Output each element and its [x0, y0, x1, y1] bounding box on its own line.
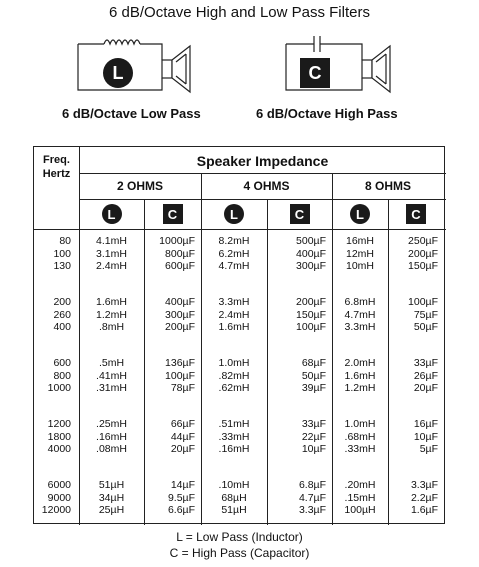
table-cell: 1.6mH: [218, 321, 250, 333]
table-cell: 5µF: [419, 443, 438, 455]
freq-value: 1800: [47, 430, 71, 443]
group-divider-2: [332, 173, 333, 525]
table-cell: .20mH: [344, 479, 376, 491]
table-cell: 150µF: [408, 260, 438, 272]
capacitor-icon: C: [163, 204, 183, 224]
low-pass-label: 6 dB/Octave Low Pass: [62, 106, 201, 121]
impedance-table: [33, 146, 445, 524]
table-cell: 300µF: [165, 308, 195, 321]
table-cell: 68µH: [221, 491, 247, 504]
table-cell: .16mH: [218, 443, 250, 455]
table-cell: 250µF: [408, 235, 438, 247]
freq-divider: [79, 147, 80, 525]
table-cell: 4.7µF: [298, 491, 326, 504]
table-cell: .16mH: [96, 430, 127, 443]
freq-value: 200: [53, 296, 71, 308]
table-cell: 6.8µF: [298, 479, 326, 491]
capacitor-icon: C: [406, 204, 426, 224]
table-cell: 12mH: [345, 247, 374, 260]
inductor-badge: L: [103, 58, 133, 88]
freq-value: 130: [53, 260, 71, 272]
table-cell: 6.2mH: [218, 247, 250, 260]
table-cell: .8mH: [98, 321, 125, 333]
table-cell: .62mH: [218, 382, 250, 394]
table-cell: .15mH: [344, 491, 376, 504]
capacitor-badge: C: [300, 58, 330, 88]
impedance-header: Speaker Impedance: [196, 153, 329, 169]
table-cell: 4.7mH: [344, 308, 376, 321]
inductor-icon: L: [224, 204, 244, 224]
table-cell: 44µF: [170, 430, 195, 443]
table-cell: 100µH: [344, 504, 376, 516]
table-cell: 1.0mH: [218, 357, 250, 369]
table-cell: 4.7mH: [218, 260, 250, 272]
table-cell: 100µF: [296, 321, 326, 333]
table-cell: 51µH: [98, 479, 125, 491]
freq-value: 4000: [47, 443, 71, 455]
page-title: 6 dB/Octave High and Low Pass Filters: [109, 4, 370, 21]
inductor-icon: L: [350, 204, 370, 224]
freq-value: 1200: [47, 418, 71, 430]
sub-divider-3: [267, 199, 268, 525]
header-divider-2: [79, 199, 446, 200]
table-cell: 3.3mH: [218, 296, 250, 308]
table-cell: .08mH: [96, 443, 127, 455]
table-cell: 26µF: [413, 369, 438, 382]
table-cell: 10µF: [301, 443, 326, 455]
table-cell: 33µF: [413, 357, 438, 369]
table-cell: 1.2mH: [344, 382, 376, 394]
table-cell: .33mH: [218, 430, 250, 443]
table-cell: 100µF: [165, 369, 195, 382]
table-cell: 150µF: [296, 308, 326, 321]
table-cell: 14µF: [170, 479, 195, 491]
freq-value: 9000: [47, 491, 71, 504]
table-cell: .68mH: [344, 430, 376, 443]
table-cell: 10mH: [345, 260, 374, 272]
table-cell: .51mH: [218, 418, 250, 430]
table-cell: 1.6mH: [344, 369, 376, 382]
freq-value: 800: [53, 369, 71, 382]
freq-value: 600: [53, 357, 71, 369]
table-cell: 1000µF: [159, 235, 195, 247]
table-cell: 34µH: [98, 491, 125, 504]
table-cell: 3.3mH: [344, 321, 376, 333]
table-cell: 9.5µF: [167, 491, 195, 504]
table-cell: 50µF: [413, 321, 438, 333]
freq-value: 12000: [41, 504, 71, 516]
freq-value: 1000: [47, 382, 71, 394]
table-cell: 22µF: [301, 430, 326, 443]
table-cell: 500µF: [296, 235, 326, 247]
freq-header: Freq. Hertz: [42, 154, 71, 180]
legend-capacitor: C = High Pass (Capacitor): [169, 546, 310, 560]
table-cell: .10mH: [218, 479, 250, 491]
low-pass-circuit: [78, 40, 190, 92]
table-cell: 100µF: [408, 296, 438, 308]
table-cell: 800µF: [165, 247, 195, 260]
table-cell: .5mH: [98, 357, 125, 369]
group-divider-1: [201, 173, 202, 525]
table-cell: 600µF: [165, 260, 195, 272]
header-divider-3: [34, 229, 446, 230]
table-cell: 4.1mH: [96, 235, 127, 247]
table-cell: .33mH: [344, 443, 376, 455]
table-cell: 2.0mH: [344, 357, 376, 369]
table-cell: 1.6mH: [96, 296, 127, 308]
table-cell: .25mH: [96, 418, 127, 430]
table-cell: 3.3µF: [298, 504, 326, 516]
high-pass-label: 6 dB/Octave High Pass: [256, 106, 398, 121]
table-cell: 400µF: [296, 247, 326, 260]
table-cell: 66µF: [170, 418, 195, 430]
table-cell: 300µF: [296, 260, 326, 272]
table-cell: 2.2µF: [410, 491, 438, 504]
freq-value: 6000: [47, 479, 71, 491]
sub-divider-5: [388, 199, 389, 525]
freq-value: 80: [59, 235, 71, 247]
table-cell: 78µF: [170, 382, 195, 394]
table-cell: 1.6µF: [410, 504, 438, 516]
group-header-3: 8 OHMS: [364, 179, 411, 193]
table-cell: 20µF: [413, 382, 438, 394]
table-cell: 10µF: [413, 430, 438, 443]
table-cell: 39µF: [301, 382, 326, 394]
table-cell: 20µF: [170, 443, 195, 455]
table-cell: 50µF: [301, 369, 326, 382]
table-cell: 8.2mH: [218, 235, 250, 247]
table-cell: 200µF: [408, 247, 438, 260]
table-cell: .82mH: [218, 369, 250, 382]
table-cell: 6.8mH: [344, 296, 376, 308]
table-cell: 3.1mH: [96, 247, 127, 260]
table-cell: 16µF: [413, 418, 438, 430]
table-cell: 2.4mH: [218, 308, 250, 321]
sub-divider-1: [144, 199, 145, 525]
table-cell: 2.4mH: [96, 260, 127, 272]
group-header-2: 4 OHMS: [243, 179, 290, 193]
legend-inductor: L = Low Pass (Inductor): [176, 530, 303, 544]
capacitor-icon: C: [290, 204, 310, 224]
table-cell: 6.6µF: [167, 504, 195, 516]
table-cell: 51µH: [221, 504, 247, 516]
table-cell: 136µF: [165, 357, 195, 369]
header-divider-1: [79, 173, 446, 174]
table-cell: .41mH: [96, 369, 127, 382]
table-cell: 200µF: [165, 321, 195, 333]
group-header-1: 2 OHMS: [116, 179, 163, 193]
freq-value: 260: [53, 308, 71, 321]
freq-value: 400: [53, 321, 71, 333]
table-cell: 25µH: [98, 504, 125, 516]
table-cell: 200µF: [296, 296, 326, 308]
table-cell: 3.3µF: [410, 479, 438, 491]
table-cell: 68µF: [301, 357, 326, 369]
table-cell: 1.2mH: [96, 308, 127, 321]
inductor-icon: L: [102, 204, 122, 224]
table-cell: 400µF: [165, 296, 195, 308]
freq-value: 100: [53, 247, 71, 260]
table-cell: 75µF: [413, 308, 438, 321]
table-cell: .31mH: [96, 382, 127, 394]
table-cell: 16mH: [345, 235, 374, 247]
table-cell: 1.0mH: [344, 418, 376, 430]
table-cell: 33µF: [301, 418, 326, 430]
